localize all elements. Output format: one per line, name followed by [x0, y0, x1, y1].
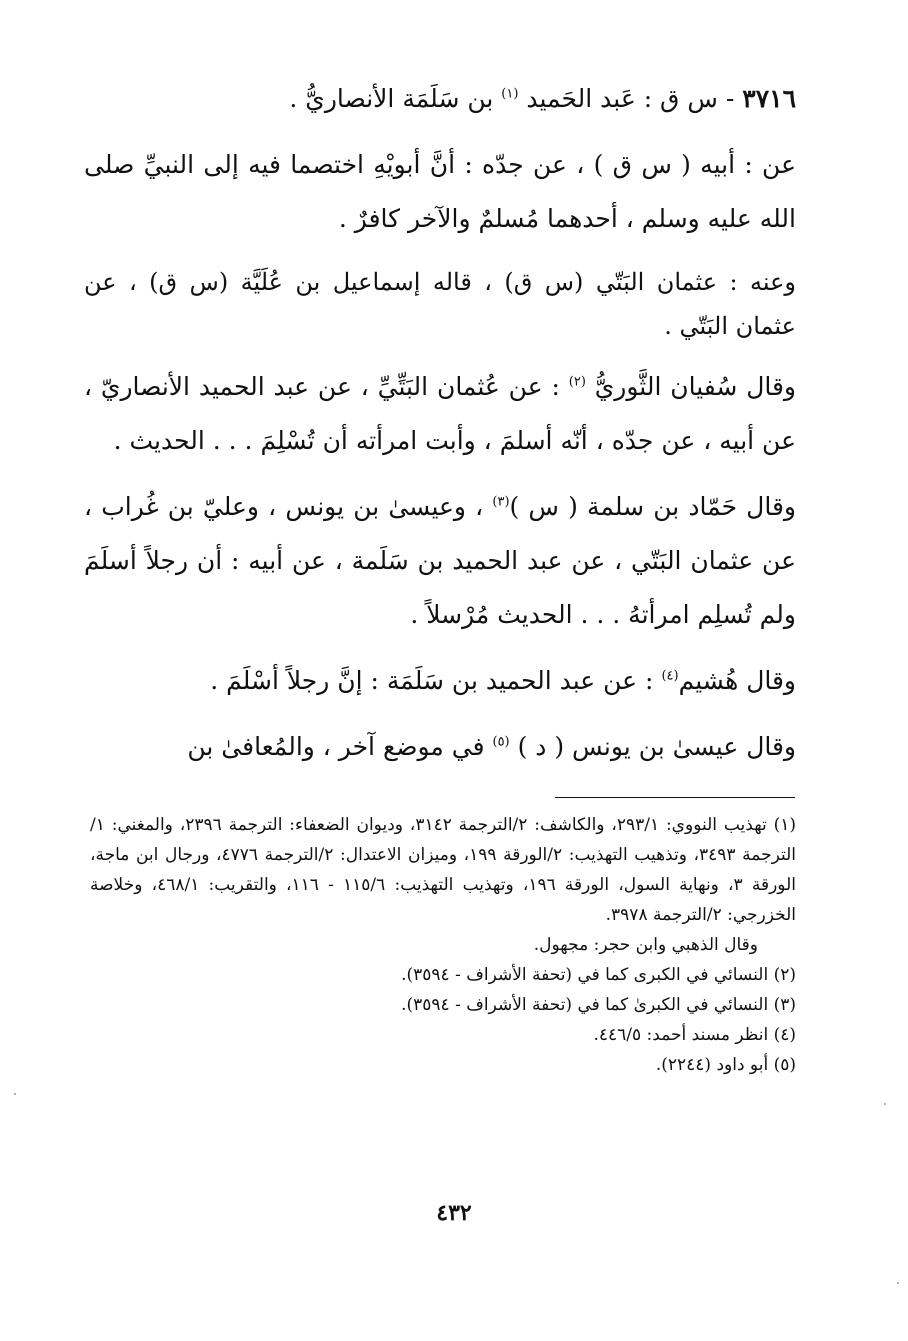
footnote-ref-3[interactable]: (٣) — [492, 494, 510, 510]
paragraph-text: وقال عيسىٰ بن يونس ( د ) — [517, 732, 796, 761]
footnote-text: النسائي في الكبرىٰ كما في (تحفة الأشراف - ٣٥٩٤). — [401, 995, 769, 1015]
paragraph-text: وقال حَمّاد بن سلمة ( س ) — [509, 492, 796, 521]
footnote-text: تهذيب النووي: ٢٩٣/١، والكاشف: ٢/الترجمة ٣١٤٢، وديوان الضعفاء: الترجمة ٢٣٩٦، والمغني: ١/الترجمة ٣٤٩٣، وتذهيب التهذيب: ٢/الورقة ١٩٩، وميزان الاعتدال: ٢/الترجمة ٤٧٧٦، ورجال ابن ماجة، الورقة ٣، ونهاية السول، الورقة ١٩٦، وتهذيب التهذيب: ١١٥/٦ - ١١٦، والتقريب: ٤٦٨/١، وخلاصة الخزرجي: ٢/الترجمة ٣٩٧٨. — [90, 815, 796, 925]
footnote-label: (٥) — [773, 1055, 796, 1075]
footnote-1 — [90, 810, 796, 930]
main-text — [84, 72, 796, 774]
footnote-3 — [90, 990, 796, 1020]
scan-speck — [884, 1103, 886, 1105]
footnote-ref-2[interactable]: (٢) — [568, 374, 586, 390]
footnote-text: انظر مسند أحمد: ٤٤٦/٥. — [593, 1025, 769, 1045]
footnote-ref-4[interactable]: (٤) — [661, 668, 679, 684]
entry-number: ٣٧١٦ — [742, 84, 796, 113]
entry-header: - س ق : عَبد الحَميد — [526, 84, 735, 113]
footnotes — [90, 810, 796, 1080]
paragraph-sufyan — [84, 360, 796, 468]
footnote-text: النسائي في الكبرى كما في (تحفة الأشراف - ٣٥٩٤). — [401, 965, 769, 985]
footnote-ref-1[interactable]: (١) — [501, 86, 519, 102]
entry-heading — [84, 72, 796, 126]
footnote-label: (٣) — [773, 995, 796, 1015]
paragraph-text: وقال سُفيان الثَّوريُّ — [594, 372, 796, 401]
paragraph-text: : عن عبد الحميد بن سَلَمَة : إنَّ رجلاً أسْلَمَ . — [210, 666, 654, 695]
footnote-ref-5[interactable]: (٥) — [492, 734, 510, 750]
footnote-text: أبو داود (٢٢٤٤). — [655, 1055, 769, 1075]
scan-speck — [14, 1093, 16, 1095]
paragraph-narrated-from: عن : أبيه ( س ق ) ، عن جدّه : أنَّ أبويْهِ اختصما فيه إلى النبيِّ صلى الله عليه وسلم ، أحدهما مُسلمٌ والآخر كافرٌ . — [84, 150, 796, 233]
footnote-2 — [90, 960, 796, 990]
paragraph-narrators: وعنه : عثمان البَتّي (س ق) ، قاله إسماعيل بن عُلَيَّة (س ق) ، عن عثمان البَتّي . — [84, 268, 796, 340]
scan-speck — [897, 1282, 899, 1284]
paragraph-hushaym — [84, 654, 796, 708]
paragraph-text: ، وعيسىٰ بن يونس ، وعليّ بن غُراب ، عن عثمان البَتّي ، عن عبد الحميد بن سَلَمة ، عن أبيه : أن رجلاً أسلَمَ ولم تُسلِم امرأتهُ . . . الحديث مُرْسلاً . — [84, 492, 796, 629]
paragraph-isa — [84, 720, 796, 774]
footnote-5 — [90, 1050, 796, 1080]
footnote-separator — [555, 797, 795, 798]
footnote-label: (٤) — [773, 1025, 796, 1045]
paragraph-text: : عن عُثمان البَتِّيِّ ، عن عبد الحميد الأنصاريّ ، عن أبيه ، عن جدّه ، أنّه أسلمَ ، وأبت امرأته أن تُسْلِمَ . . . الحديث . — [84, 372, 796, 455]
paragraph-text: وقال هُشيم — [678, 666, 796, 695]
footnote-4 — [90, 1020, 796, 1050]
paragraph-hammad — [84, 480, 796, 642]
footnote-1-extra: وقال الذهبي وابن حجر: مجهول. — [533, 935, 758, 955]
footnote-label: (٢) — [773, 965, 796, 985]
paragraph-text: في موضع آخر ، والمُعافىٰ بن — [187, 732, 485, 761]
entry-header-end: بن سَلَمَة الأنصاريُّ . — [289, 84, 494, 113]
page-number: ٤٣٢ — [436, 1200, 472, 1226]
footnote-label: (١) — [773, 815, 797, 835]
